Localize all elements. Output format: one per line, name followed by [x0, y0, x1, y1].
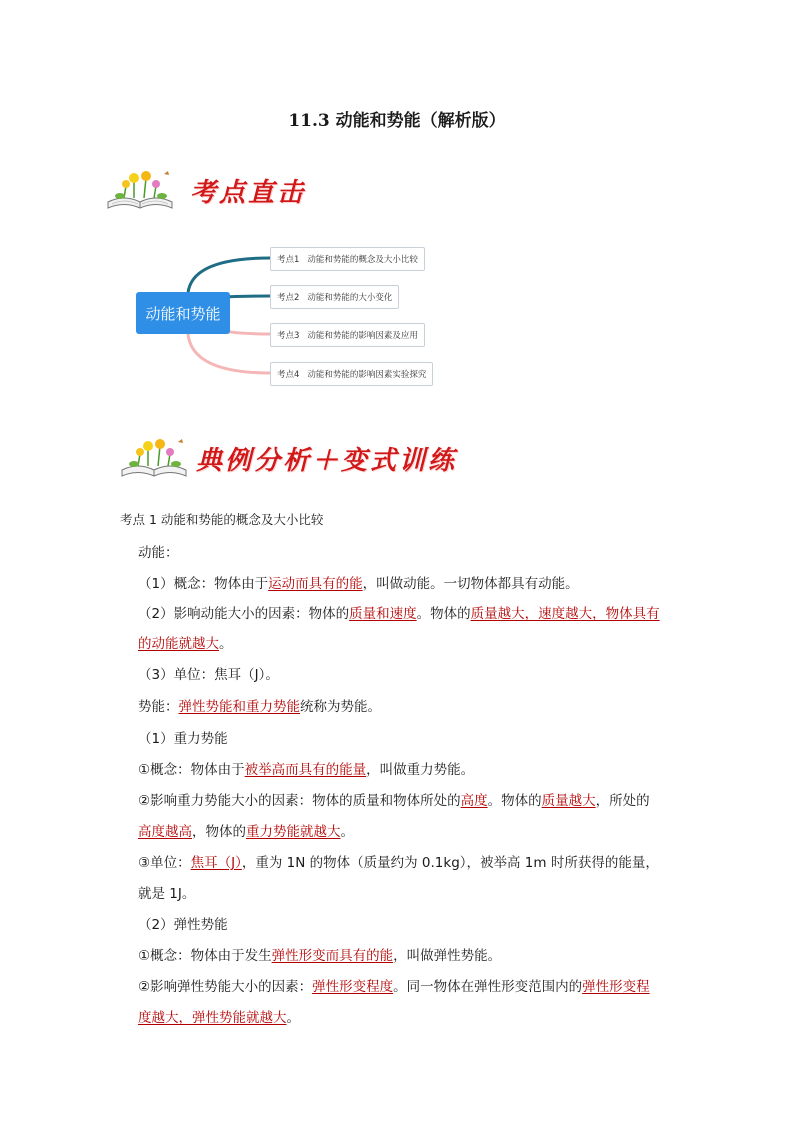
node-text: 动能和势能的影响因素实验探究: [307, 370, 427, 380]
open-book-flowers-icon: [118, 436, 190, 480]
mind-map-node-4: [270, 362, 433, 386]
mind-map-node-3: [270, 323, 425, 347]
highlight: 质量越大: [541, 793, 596, 809]
text: （1）概念：物体由于: [138, 576, 269, 592]
paragraph: [138, 975, 650, 995]
open-book-flowers-icon: [104, 168, 176, 212]
mind-map-node-1: [270, 247, 425, 271]
text: 统称为势能。: [300, 699, 381, 715]
highlight: 高度: [460, 793, 488, 809]
text: 。物体的: [487, 793, 542, 809]
highlight: 质量和速度: [349, 606, 417, 622]
paragraph: [138, 632, 233, 652]
paragraph: [138, 789, 650, 809]
text: ，叫做动能。一切物体都具有动能。: [362, 576, 579, 592]
section-title-2: 典例分析＋变式训练: [196, 446, 458, 476]
highlight: 被举高而具有的能量: [244, 762, 367, 778]
highlight: 重力势能就越大: [246, 824, 341, 840]
text: 。物体的: [416, 606, 471, 622]
highlight: 弹性形变程度: [312, 979, 394, 995]
highlight: 的动能就越大: [138, 636, 219, 652]
text: ，重为 1N 的物体（质量约为 0.1kg），被举高 1m 时所获得的能量，: [241, 855, 659, 871]
text: ①概念：物体由于发生: [138, 948, 272, 964]
highlight: 质量越大，速度越大，物体具有: [470, 606, 660, 622]
node-key: 考点4: [277, 370, 300, 380]
text: 。: [340, 824, 354, 840]
highlight: 度越大，弹性势能就越大: [138, 1010, 287, 1026]
mind-map-node-2: [270, 285, 399, 309]
paragraph: 就是 1J。: [138, 886, 196, 902]
text: ，物体的: [192, 824, 246, 840]
text: ②影响重力势能大小的因素：物体的质量和物体所处的: [138, 793, 461, 809]
paragraph: [138, 695, 381, 715]
paragraph: [138, 820, 354, 840]
highlight: 焦耳（J）: [190, 855, 242, 871]
mind-map: [130, 238, 440, 388]
paragraph: [138, 851, 659, 871]
text: ，叫做弹性势能。: [393, 948, 502, 964]
text: ②影响弹性势能大小的因素：: [138, 979, 313, 995]
section-banner-1: [104, 168, 324, 212]
paragraph: [138, 572, 579, 592]
section-banner-2: [118, 436, 468, 480]
subheading: （2）弹性势能: [138, 917, 228, 933]
text: ①概念：物体由于: [138, 762, 245, 778]
node-text: 动能和势能的大小变化: [307, 293, 393, 303]
node-key: 考点1: [277, 255, 300, 265]
section-title-1: 考点直击: [190, 178, 307, 208]
node-key: 考点2: [277, 293, 300, 303]
text: 。: [219, 636, 233, 652]
text: ，叫做重力势能。: [366, 762, 475, 778]
text: ，所处的: [595, 793, 650, 809]
node-text: 动能和势能的影响因素及应用: [307, 331, 418, 341]
paragraph: [138, 602, 660, 622]
node-key: 考点3: [277, 331, 300, 341]
page-title: 11.3 动能和势能（解析版）: [288, 111, 506, 131]
highlight: 高度越高: [138, 824, 192, 840]
paragraph: （3）单位：焦耳（J）。: [138, 667, 279, 683]
paragraph: [138, 1006, 300, 1026]
highlight: 弹性势能和重力势能: [178, 699, 300, 715]
text: ③单位：: [138, 855, 191, 871]
text: 。同一物体在弹性形变范围内的: [393, 979, 583, 995]
text: （2）影响动能大小的因素：物体的: [138, 606, 350, 622]
key-point-1-heading: 考点 1 动能和势能的概念及大小比较: [120, 512, 324, 527]
kinetic-label: 动能：: [138, 545, 179, 561]
text: 势能：: [138, 699, 179, 715]
paragraph: [138, 758, 474, 778]
subheading: （1）重力势能: [138, 731, 228, 747]
text: 。: [286, 1010, 300, 1026]
highlight: 运动而具有的能: [268, 576, 363, 592]
paragraph: [138, 944, 501, 964]
node-text: 动能和势能的概念及大小比较: [307, 255, 418, 265]
highlight: 弹性形变程: [582, 979, 650, 995]
highlight: 弹性形变而具有的能: [271, 948, 394, 964]
mind-map-root: 动能和势能: [136, 292, 230, 334]
